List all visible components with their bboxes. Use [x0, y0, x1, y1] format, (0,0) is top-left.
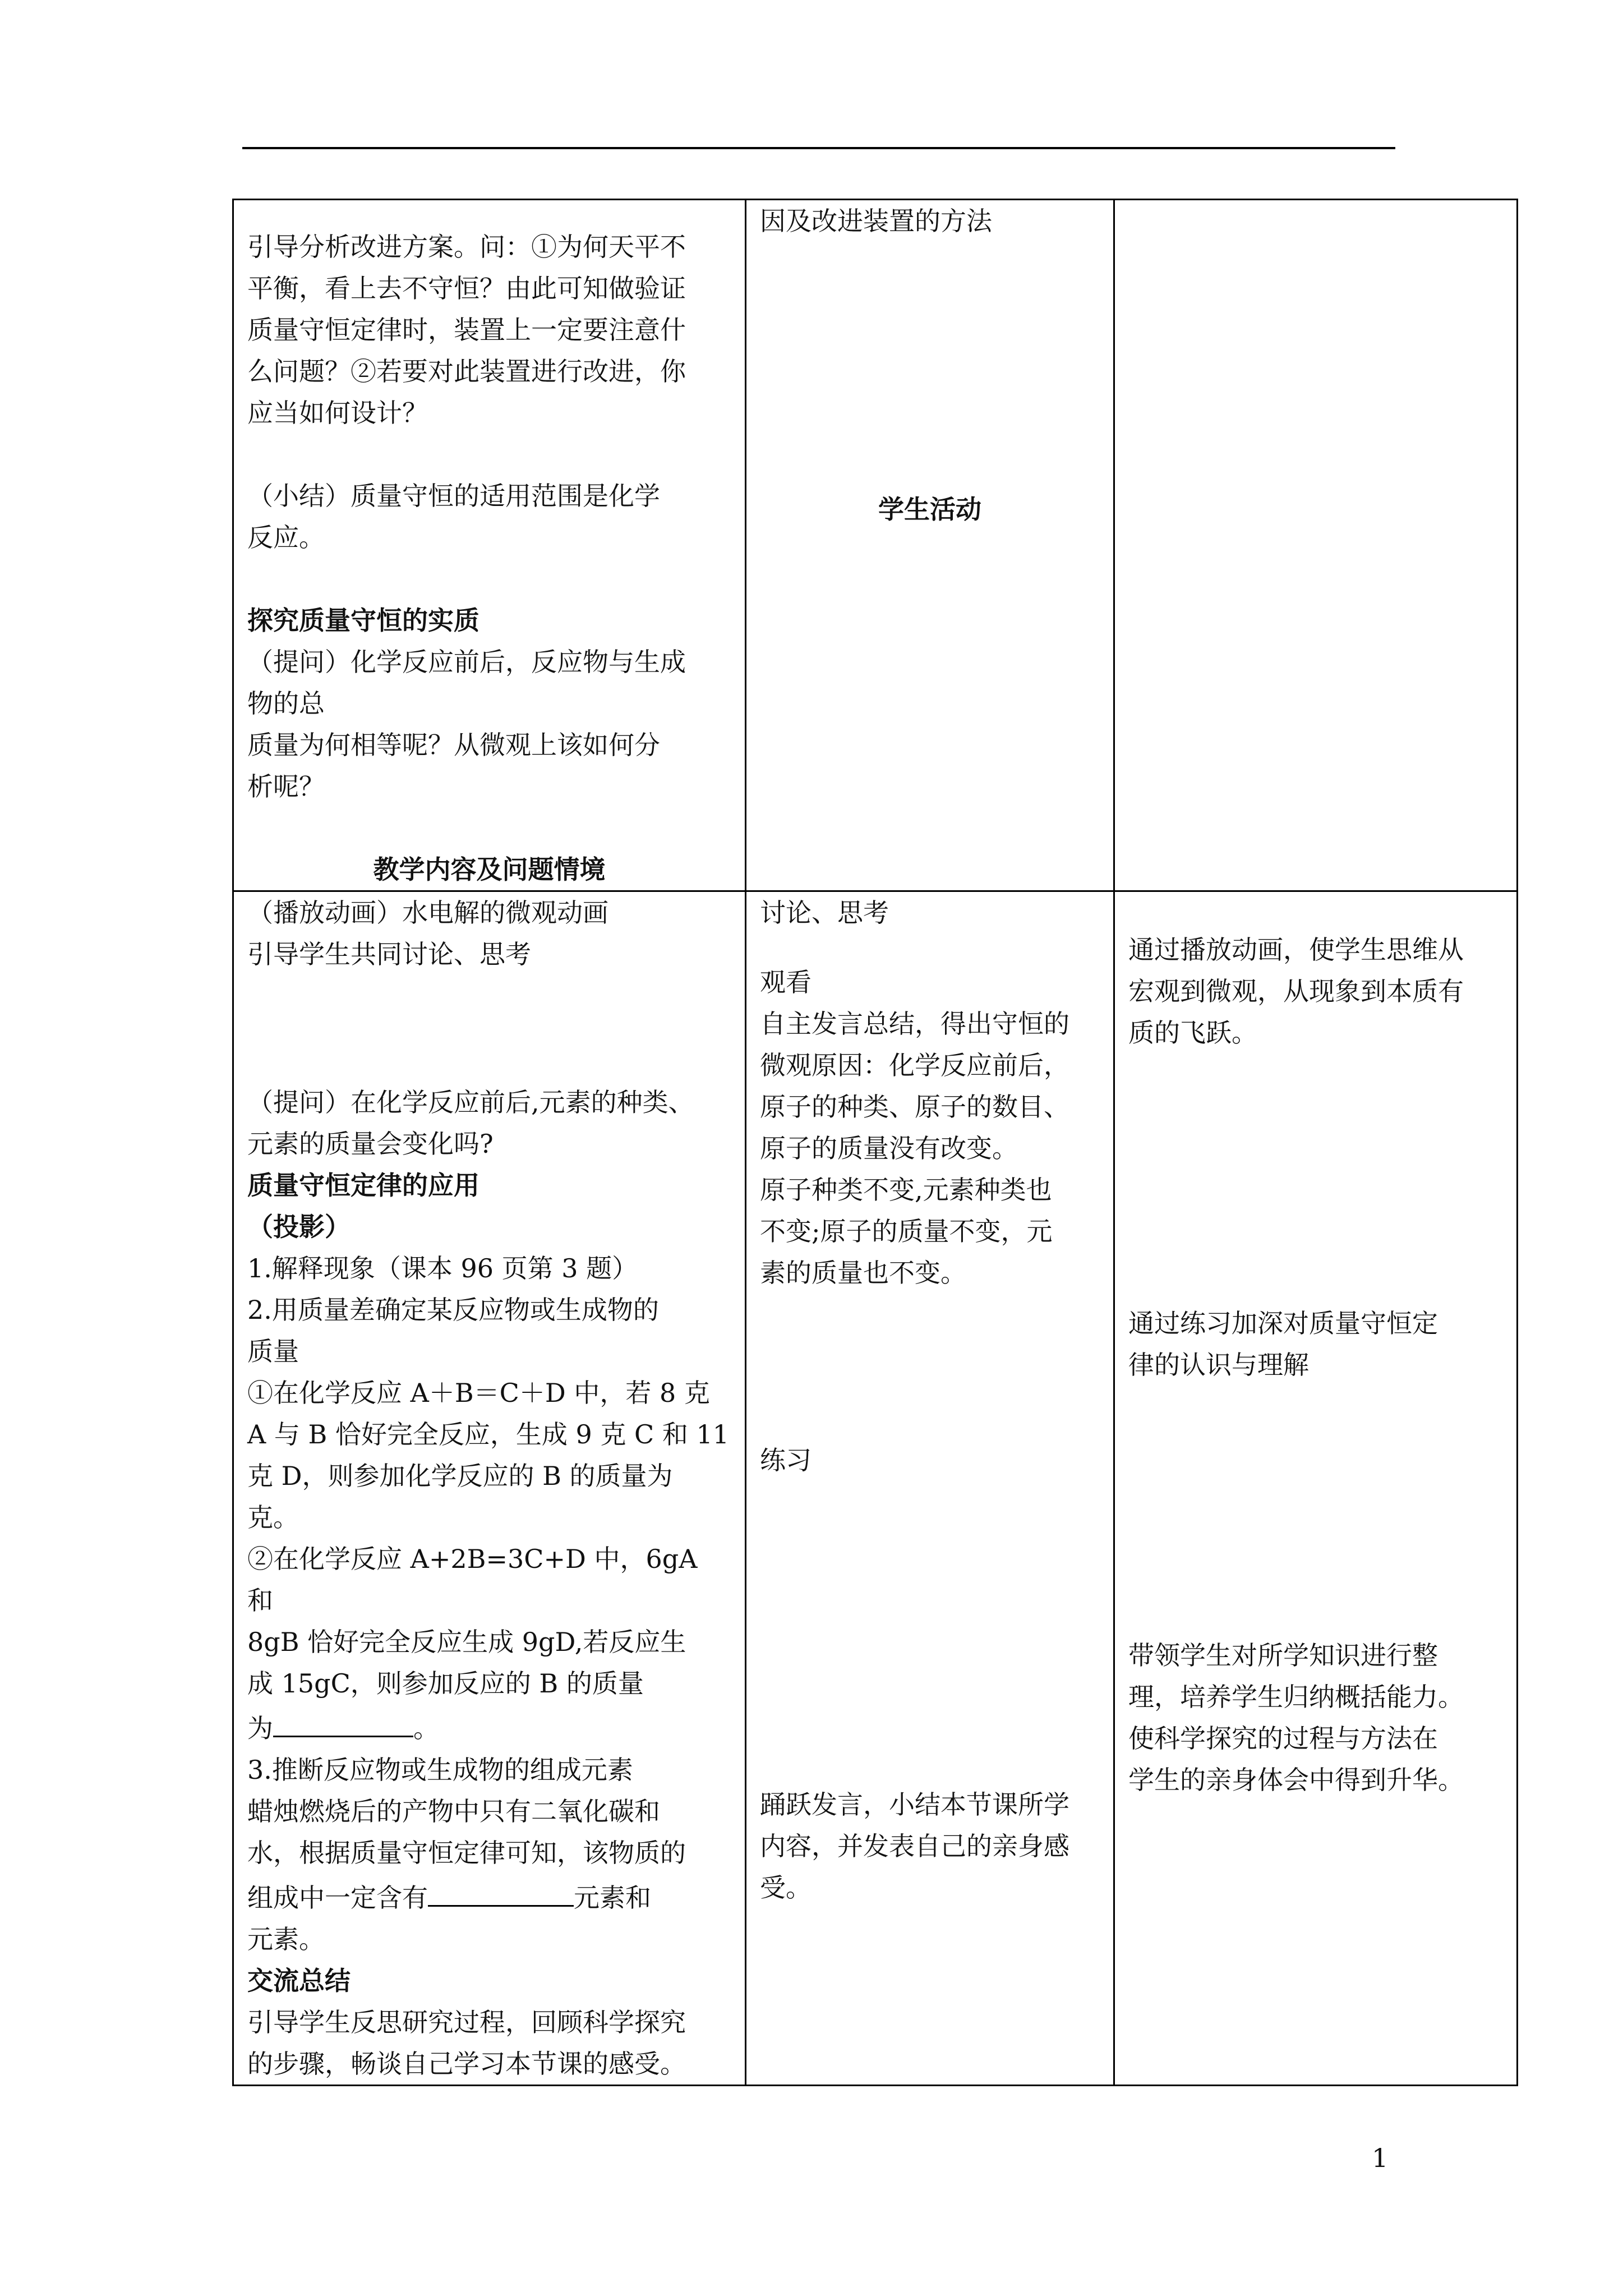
exercise-line: 成 15gC，则参加反应的 B 的质量 [247, 1668, 644, 1699]
intent-line: 理，培养学生归纳概括能力。 [1128, 1682, 1464, 1712]
intent-line: 通过练习加深对质量守恒定 [1128, 1308, 1438, 1338]
improvement-question-line: 引导分析改进方案。问：①为何天平不 [247, 232, 686, 262]
exercise-line: 8gB 恰好完全反应生成 9gD,若反应生 [247, 1627, 686, 1657]
activity-line: 微观原因：化学反应前后， [760, 1050, 1069, 1080]
intent-line: 学生的亲身体会中得到升华。 [1128, 1765, 1464, 1795]
intent-line: 使科学探究的过程与方法在 [1128, 1723, 1438, 1754]
activity-line: 自主发言总结，得出守恒的 [760, 1009, 1069, 1039]
exercise-line: 质量 [247, 1336, 299, 1366]
question-line: 质量为何相等呢？从微观上该如何分 [247, 730, 660, 760]
section-heading: 质量守恒定律的应用 [247, 1170, 479, 1200]
exercise-line: 克 D，则参加化学反应的 B 的质量为 [247, 1461, 673, 1491]
summary-line: 的步骤，畅谈自己学习本节课的感受。 [247, 2049, 686, 2079]
table-row [233, 891, 1518, 2086]
section-heading: 探究质量守恒的实质 [247, 605, 479, 636]
exercise-line: 元素。 [247, 1924, 325, 1954]
page-number: 1 [1372, 2143, 1389, 2173]
section-heading: 交流总结 [247, 1966, 351, 1996]
question-line: （提问）在化学反应前后,元素的种类、 [247, 1087, 694, 1117]
fill-blank-line: 组成中一定含有 元素和 [247, 1874, 731, 1918]
projection-label: （投影） [247, 1212, 351, 1242]
teaching-content-cell [233, 891, 746, 2086]
activity-line: 踊跃发言，小结本节课所学 [760, 1789, 1069, 1820]
intent-line: 律的认识与理解 [1128, 1350, 1309, 1380]
activity-line: 原子的质量没有改变。 [760, 1133, 1018, 1163]
question-line: 析呢？ [247, 771, 325, 802]
activity-line: 练习 [760, 1445, 811, 1475]
question-line: 物的总 [247, 688, 325, 719]
answer-blank[interactable] [428, 1874, 574, 1907]
summary-line: 引导学生反思研究过程，回顾科学探究 [247, 2007, 686, 2037]
improvement-question-line: 应当如何设计？ [247, 398, 428, 428]
exercise-line: 2.用质量差确定某反应物或生成物的 [247, 1295, 659, 1325]
intro-line: （播放动画）水电解的微观动画 [247, 898, 608, 928]
intro-line: 引导学生共同讨论、思考 [247, 939, 531, 969]
activity-line: 原子种类不变,元素种类也 [760, 1175, 1052, 1205]
answer-blank[interactable] [273, 1704, 413, 1737]
column-heading-student-activity: 学生活动 [878, 494, 981, 524]
exercise-line: ①在化学反应 A＋B＝C＋D 中，若 8 克 [247, 1378, 710, 1408]
exercise-line: 水，根据质量守恒定律可知，该物质的 [247, 1838, 686, 1868]
intent-line: 通过播放动画，使学生思维从 [1128, 935, 1464, 965]
exercise-line: 克。 [247, 1502, 299, 1533]
activity-line: 观看 [760, 967, 811, 997]
activity-line: 不变;原子的质量不变，元 [760, 1216, 1053, 1246]
activity-line: 受。 [760, 1872, 811, 1903]
exercise-line: 3.推断反应物或生成物的组成元素 [247, 1755, 633, 1785]
activity-line: 素的质量也不变。 [760, 1258, 966, 1288]
student-activity-cell [746, 891, 1114, 2086]
exercise-line: ②在化学反应 A+2B=3C+D 中，6gA 和 [247, 1544, 698, 1616]
intent-line: 带领学生对所学知识进行整 [1128, 1640, 1438, 1671]
teaching-content-cell [233, 200, 746, 891]
exercise-line: A 与 B 恰好完全反应，生成 9 克 C 和 11 [247, 1419, 729, 1450]
activity-line: 原子的种类、原子的数目、 [760, 1092, 1069, 1122]
activity-line: 内容，并发表自己的亲身感 [760, 1831, 1069, 1861]
design-intent-cell [1114, 891, 1518, 2086]
activity-line: 讨论、思考 [760, 898, 889, 928]
exercise-line: 蜡烛燃烧后的产物中只有二氧化碳和 [247, 1796, 660, 1826]
exercise-line: 1.解释现象（课本 96 页第 3 题） [247, 1253, 638, 1283]
column-heading-teaching-content: 教学内容及问题情境 [373, 854, 606, 885]
lesson-plan-table [232, 199, 1518, 2086]
student-activity-cell [746, 200, 1114, 891]
intent-line: 质的飞跃。 [1128, 1018, 1257, 1048]
question-line: （提问）化学反应前后，反应物与生成 [247, 647, 686, 677]
table-row [233, 200, 1518, 891]
fill-blank-line: 为 。 [247, 1704, 731, 1749]
question-line: 元素的质量会变化吗? [247, 1129, 494, 1159]
improvement-question-line: 么问题？②若要对此装置进行改进，你 [247, 356, 686, 386]
design-intent-cell [1114, 200, 1518, 891]
student-activity-text: 因及改进装置的方法 [760, 206, 992, 236]
summary-line: 反应。 [247, 522, 325, 553]
improvement-question-line: 质量守恒定律时，装置上一定要注意什 [247, 315, 686, 345]
intent-line: 宏观到微观，从现象到本质有 [1128, 976, 1464, 1006]
header-rule [242, 147, 1395, 149]
improvement-question-line: 平衡，看上去不守恒？由此可知做验证 [247, 273, 686, 303]
summary-line: （小结）质量守恒的适用范围是化学 [247, 481, 660, 511]
